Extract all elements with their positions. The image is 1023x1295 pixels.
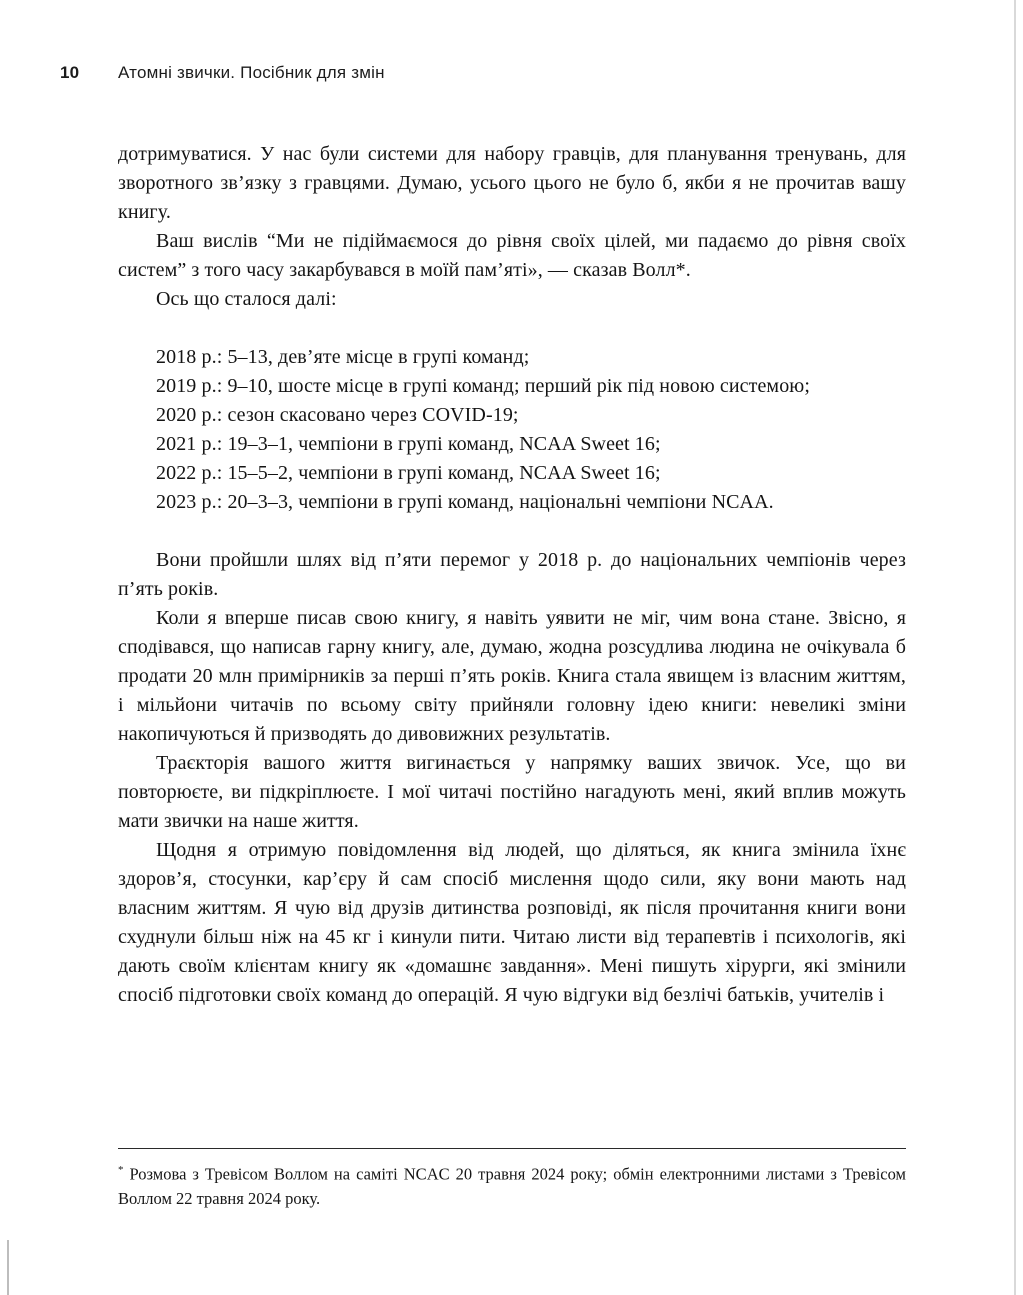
footnote-text: Розмова з Тревісом Воллом на саміті NCAC 20 травня 2024 року; обмін електронними листами з Тревісом Воллом 22 травня 2024 року.: [118, 1164, 906, 1208]
footnote: [118, 1148, 906, 1211]
paragraph: 2021 р.: 19–3–1, чемпіони в групі команд, NCAA Sweet 16;: [156, 433, 661, 455]
paragraph: Щодня я отримую повідомлення від людей, що діляться, як книга змінила їхнє здоров’я, стосунки, кар’єру й сам спосіб мислення щодо сили, яку вони мають над власним життям. Я чую від друзів дитинства розповіді, як після прочитання книги вони схуднули більш ніж на 45 кг і кинули пити. Читаю листи від терапевтів і психологів, які дають своїм клієнтам книгу як «домашнє завдання». Мені пишуть хірурги, які змінили спосіб підготовки своїх команд до операцій. Я чую відгуки від безлічі батьків, учителів і: [118, 839, 906, 1006]
paragraph: дотримуватися. У нас були системи для набору гравців, для планування тренувань, для зворотного зв’язку з гравцями. Думаю, усього цього не було б, якби я не прочитав вашу книгу.: [118, 143, 906, 223]
footnote-marker: *: [118, 1164, 124, 1176]
paragraph: 2022 р.: 15–5–2, чемпіони в групі команд, NCAA Sweet 16;: [156, 462, 661, 484]
page-edge-line: [1014, 0, 1016, 1295]
page-number: 10: [60, 63, 80, 82]
paragraph: 2019 р.: 9–10, шосте місце в групі команд; перший рік під новою системою;: [156, 375, 810, 397]
footnote-text-line: [118, 1158, 906, 1211]
paragraph: 2018 р.: 5–13, дев’яте місце в групі команд;: [156, 346, 530, 368]
paragraph: 2020 р.: сезон скасовано через COVID-19;: [156, 404, 519, 426]
paragraph: Траєкторія вашого життя вигинається у напрямку ваших звичок. Усе, що ви повторюєте, ви підкріплюєте. І мої читачі постійно нагадують мені, який вплив можуть мати звички на наше життя.: [118, 752, 906, 832]
page-header: [60, 63, 905, 83]
paragraph: Ваш вислів “Ми не підіймаємося до рівня своїх цілей, ми падаємо до рівня своїх систем” з того часу закарбувався в моїй пам’яті», — сказав Волл*.: [118, 230, 906, 281]
paragraph: Ось що сталося далі:: [156, 288, 337, 310]
running-title: Атомні звички. Посібник для змін: [118, 63, 385, 82]
page-edge-mark: [7, 1240, 9, 1295]
paragraph: Коли я вперше писав свою книгу, я навіть уявити не міг, чим вона стане. Звісно, я сподівався, що написав гарну книгу, але, думаю, жодна розсудлива людина не очікувала б продати 20 млн примірників за перші п’ять років. Книга стала явищем із власним життям, і мільйони читачів по всьому світу прийняли головну ідею книги: невеликі зміни накопичуються й призводять до дивовижних результатів.: [118, 607, 906, 745]
body-text: [118, 140, 906, 1010]
paragraph: Вони пройшли шлях від п’яти перемог у 2018 р. до національних чемпіонів через п’ять років.: [118, 549, 906, 600]
paragraph: 2023 р.: 20–3–3, чемпіони в групі команд, національні чемпіони NCAA.: [156, 491, 774, 513]
